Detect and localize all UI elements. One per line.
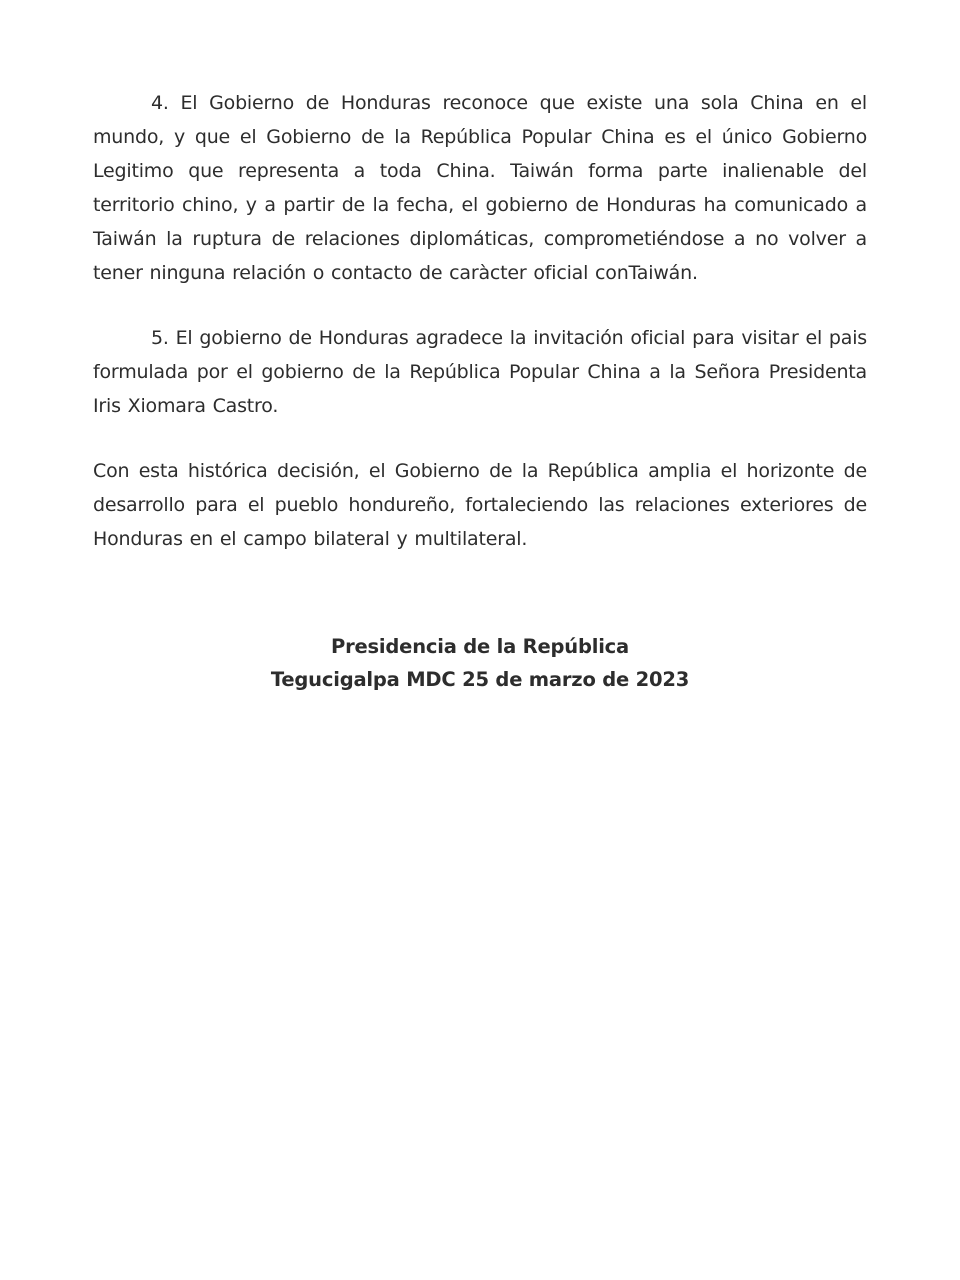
document-content: [93, 86, 867, 696]
paragraph-item-5: 5. El gobierno de Honduras agradece la invitación oficial para visitar el pais formulada por el gobierno de la República Popular China a la Señora Presidenta Iris Xiomara Castro.: [93, 327, 867, 417]
signature-block: [93, 630, 867, 696]
signature-entity: Presidencia de la República: [330, 635, 629, 658]
signature-place-date: Tegucigalpa MDC 25 de marzo de 2023: [270, 668, 690, 691]
closing-paragraph: Con esta histórica decisión, el Gobierno de la República amplia el horizonte de desarrollo para el pueblo hondureño, fortaleciendo las relaciones exteriores de Honduras en el campo bilateral y multilateral.: [93, 460, 867, 550]
paragraph-item-4: 4. El Gobierno de Honduras reconoce que existe una sola China en el mundo, y que el Gobierno de la República Popular China es el único Gobierno Legitimo que representa a toda China. Taiwán forma parte inalienable del territorio chino, y a partir de la fecha, el gobierno de Honduras ha comunicado a Taiwán la ruptura de relaciones diplomáticas, comprometiéndose a no volver a tener ninguna relación o contacto de caràcter oficial conTaiwán.: [93, 92, 867, 284]
